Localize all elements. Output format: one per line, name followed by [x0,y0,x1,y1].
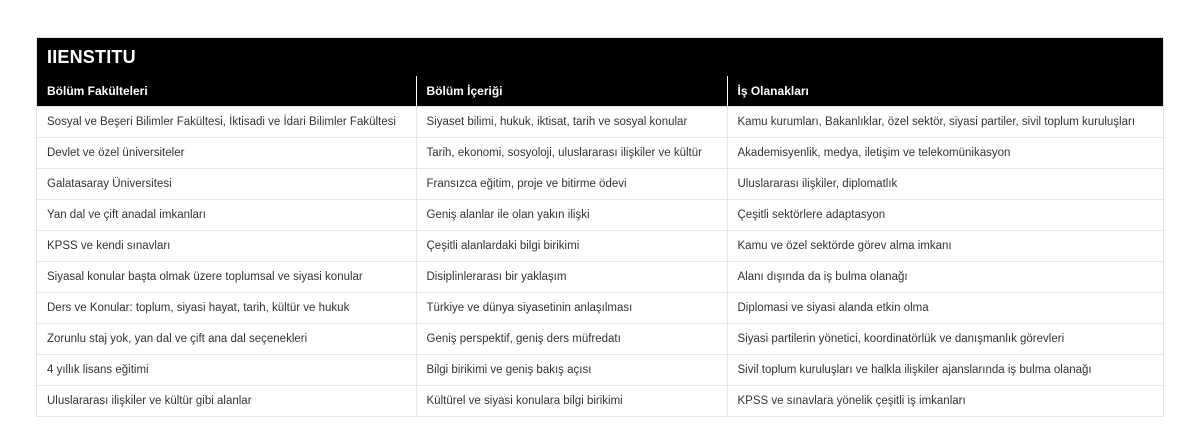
table-cell: Yan dal ve çift anadal imkanları [37,200,416,231]
table-cell: Akademisyenlik, medya, iletişim ve telekomünikasyon [727,138,1163,169]
table-cell: Siyaset bilimi, hukuk, iktisat, tarih ve sosyal konular [416,107,727,138]
table-cell: Galatasaray Üniversitesi [37,169,416,200]
table-cell: KPSS ve kendi sınavları [37,231,416,262]
table-cell: Sivil toplum kuruluşları ve halkla ilişkiler ajanslarında iş bulma olanağı [727,355,1163,386]
table-row [37,169,1163,200]
table-cell: Sosyal ve Beşeri Bilimler Fakültesi, İktisadi ve İdari Bilimler Fakültesi [37,107,416,138]
table-cell: 4 yıllık lisans eğitimi [37,355,416,386]
table-cell: Siyasal konular başta olmak üzere toplumsal ve siyasi konular [37,262,416,293]
table-cell: Çeşitli alanlardaki bilgi birikimi [416,231,727,262]
table-row [37,200,1163,231]
table-cell: Zorunlu staj yok, yan dal ve çift ana dal seçenekleri [37,324,416,355]
table-row [37,293,1163,324]
table-row [37,107,1163,138]
table-cell: Devlet ve özel üniversiteler [37,138,416,169]
table-cell: Diplomasi ve siyasi alanda etkin olma [727,293,1163,324]
table-cell: Çeşitli sektörlere adaptasyon [727,200,1163,231]
table-row [37,386,1163,417]
brand-title: IIENSTITU [37,38,1163,76]
table-cell: Alanı dışında da iş bulma olanağı [727,262,1163,293]
table-cell: Uluslararası ilişkiler ve kültür gibi alanlar [37,386,416,417]
table-cell: Kültürel ve siyasi konulara bilgi birikimi [416,386,727,417]
table-cell: Disiplinlerarası bir yaklaşım [416,262,727,293]
info-table-card [36,37,1164,417]
table-row [37,231,1163,262]
table-cell: Tarih, ekonomi, sosyoloji, uluslararası ilişkiler ve kültür [416,138,727,169]
table-cell: Ders ve Konular: toplum, siyasi hayat, tarih, kültür ve hukuk [37,293,416,324]
table-cell: Uluslararası ilişkiler, diplomatlık [727,169,1163,200]
table-cell: Fransızca eğitim, proje ve bitirme ödevi [416,169,727,200]
column-header-opportunities: İş Olanakları [727,76,1163,107]
table-cell: Türkiye ve dünya siyasetinin anlaşılması [416,293,727,324]
table-row [37,262,1163,293]
info-table [37,76,1163,416]
table-cell: Geniş alanlar ile olan yakın ilişki [416,200,727,231]
table-cell: Bilgi birikimi ve geniş bakış açısı [416,355,727,386]
column-header-faculties: Bölüm Fakülteleri [37,76,416,107]
table-row [37,355,1163,386]
table-cell: KPSS ve sınavlara yönelik çeşitli iş imkanları [727,386,1163,417]
table-cell: Geniş perspektif, geniş ders müfredatı [416,324,727,355]
table-cell: Kamu kurumları, Bakanlıklar, özel sektör, siyasi partiler, sivil toplum kuruluşları [727,107,1163,138]
table-row [37,324,1163,355]
table-header-row [37,76,1163,107]
table-cell: Kamu ve özel sektörde görev alma imkanı [727,231,1163,262]
column-header-content: Bölüm İçeriği [416,76,727,107]
table-cell: Siyasi partilerin yönetici, koordinatörlük ve danışmanlık görevleri [727,324,1163,355]
table-row [37,138,1163,169]
